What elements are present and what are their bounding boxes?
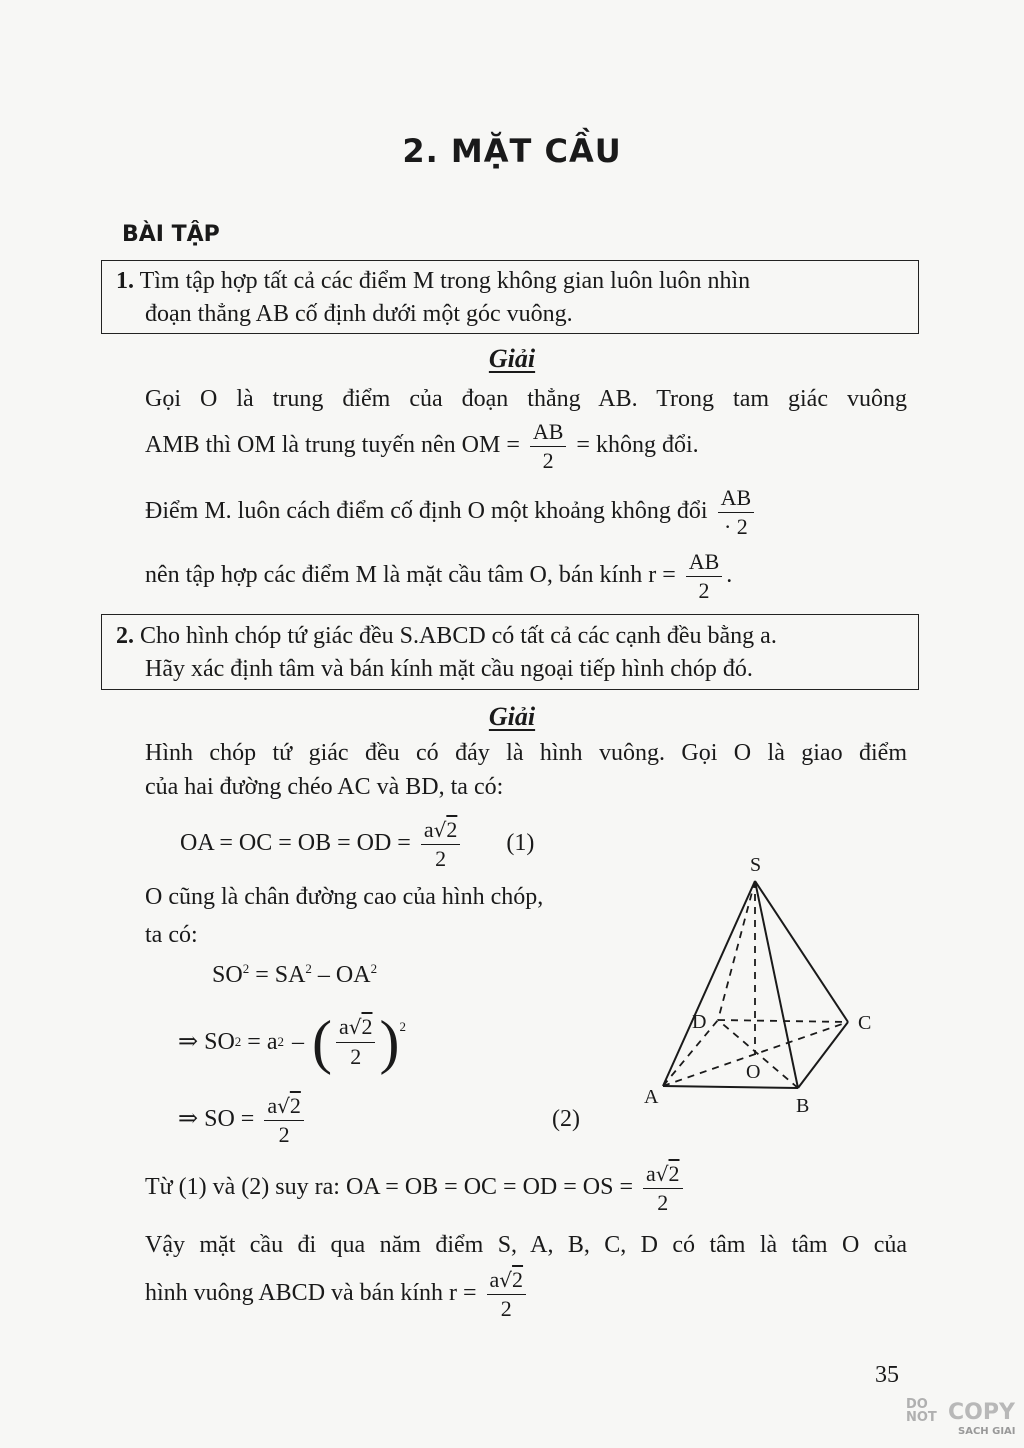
solution-2-label: Giải — [488, 702, 536, 731]
edge-bc — [798, 1022, 848, 1088]
solution-2-line-7: hình vuông ABCD và bán kính r = $\frac{a√2}{2}$ — [145, 1268, 530, 1321]
label-d: D — [692, 1011, 707, 1033]
watermark-copy: COPY — [948, 1400, 1015, 1425]
fraction-a-sqrt2-over-2: $\frac{a√2}{2}$ — [487, 1268, 527, 1321]
solution-2-line-3: O cũng là chân đường cao của hình chóp, — [145, 884, 544, 910]
equation-3: ⇒ SO 2 = a 2 – ( $\frac{a√2}{2}$ ) $^2$ — [178, 1009, 406, 1075]
fraction-a-sqrt2-over-2: $\frac{a√2}{2}$ — [336, 1015, 376, 1068]
label-s: S — [750, 854, 762, 876]
section-heading: BÀI TẬP — [122, 222, 220, 247]
problem-2-box — [101, 614, 919, 690]
solution-2-line-2: của hai đường chéo AC và BD, ta có: — [145, 774, 504, 800]
fraction-a-sqrt2-over-2: $\frac{a√2}{2}$ — [643, 1162, 683, 1215]
label-c: C — [858, 1012, 872, 1034]
solution-1-line-3: Điểm M. luôn cách điểm cố định O một khoảng không đổi $\frac{AB}{\cdot 2}$ — [145, 486, 758, 539]
fraction-ab-over-2: $\frac{AB}{\cdot 2}$ — [718, 486, 755, 539]
equation-2: $SO^2 = SA^2 - OA^2$ — [212, 961, 378, 988]
solution-1-label: Giải — [488, 344, 536, 373]
equation-1: OA = OC = OB = OD = $\frac{a√2}{2}$ (1) — [180, 817, 535, 872]
fraction-a-sqrt2-over-2: $\frac{a√2}{2}$ — [421, 818, 461, 871]
equation-1-tag: (1) — [506, 830, 535, 857]
solution-2-line-1: Hình chóp tứ giác đều có đáy là hình vuông. Gọi O là giao điểm — [145, 740, 907, 766]
solution-2-line-5: Từ (1) và (2) suy ra: OA = OB = OC = OD = OS = $\frac{a√2}{2}$ — [145, 1162, 687, 1215]
equation-4-tag: (2) — [552, 1106, 580, 1132]
label-o: O — [746, 1061, 761, 1083]
page-number: 35 — [875, 1362, 899, 1388]
problem-1-box — [101, 260, 919, 334]
problem-1-line-1: 1. Tìm tập hợp tất cả các điểm M trong không gian luôn luôn nhìn — [116, 268, 751, 294]
equation-4: ⇒ SO = $\frac{a√2}{2}$ — [178, 1094, 308, 1147]
pyramid-figure — [630, 845, 890, 1120]
solution-2-line-4: ta có: — [145, 922, 198, 948]
solution-1-line-2: AMB thì OM là trung tuyến nên OM = $\frac{AB}{2}$ = không đổi. — [145, 419, 699, 474]
label-a: A — [644, 1086, 659, 1108]
label-b: B — [796, 1095, 810, 1117]
watermark-brand: SACH GIAI — [958, 1426, 1016, 1437]
problem-2-line-1: 2. Cho hình chóp tứ giác đều S.ABCD có tất cả các cạnh đều bằng a. — [116, 623, 777, 649]
solution-2-line-6: Vậy mặt cầu đi qua năm điểm S, A, B, C, D có tâm là tâm O của — [145, 1232, 907, 1258]
edge-sa — [663, 881, 755, 1086]
problem-1-line-2: đoạn thẳng AB cố định dưới một góc vuông. — [145, 301, 573, 327]
fraction-ab-over-2: $\frac{AB}{2}$ — [530, 420, 567, 473]
fraction-ab-over-2: $\frac{AB}{2}$ — [686, 550, 723, 603]
page-title: 2. MẶT CẦU — [402, 132, 622, 170]
fraction-a-sqrt2-over-2: $\frac{a√2}{2}$ — [264, 1094, 304, 1147]
watermark-do-not: DO NOT — [906, 1397, 937, 1425]
edge-ab — [663, 1086, 798, 1088]
problem-2-line-2: Hãy xác định tâm và bán kính mặt cầu ngoại tiếp hình chóp đó. — [145, 656, 753, 682]
solution-1-line-4: nên tập hợp các điểm M là mặt cầu tâm O, bán kính r = $\frac{AB}{2}$ . — [145, 549, 733, 604]
solution-1-line-1: Gọi O là trung điểm của đoạn thẳng AB. Trong tam giác vuông — [145, 386, 907, 412]
